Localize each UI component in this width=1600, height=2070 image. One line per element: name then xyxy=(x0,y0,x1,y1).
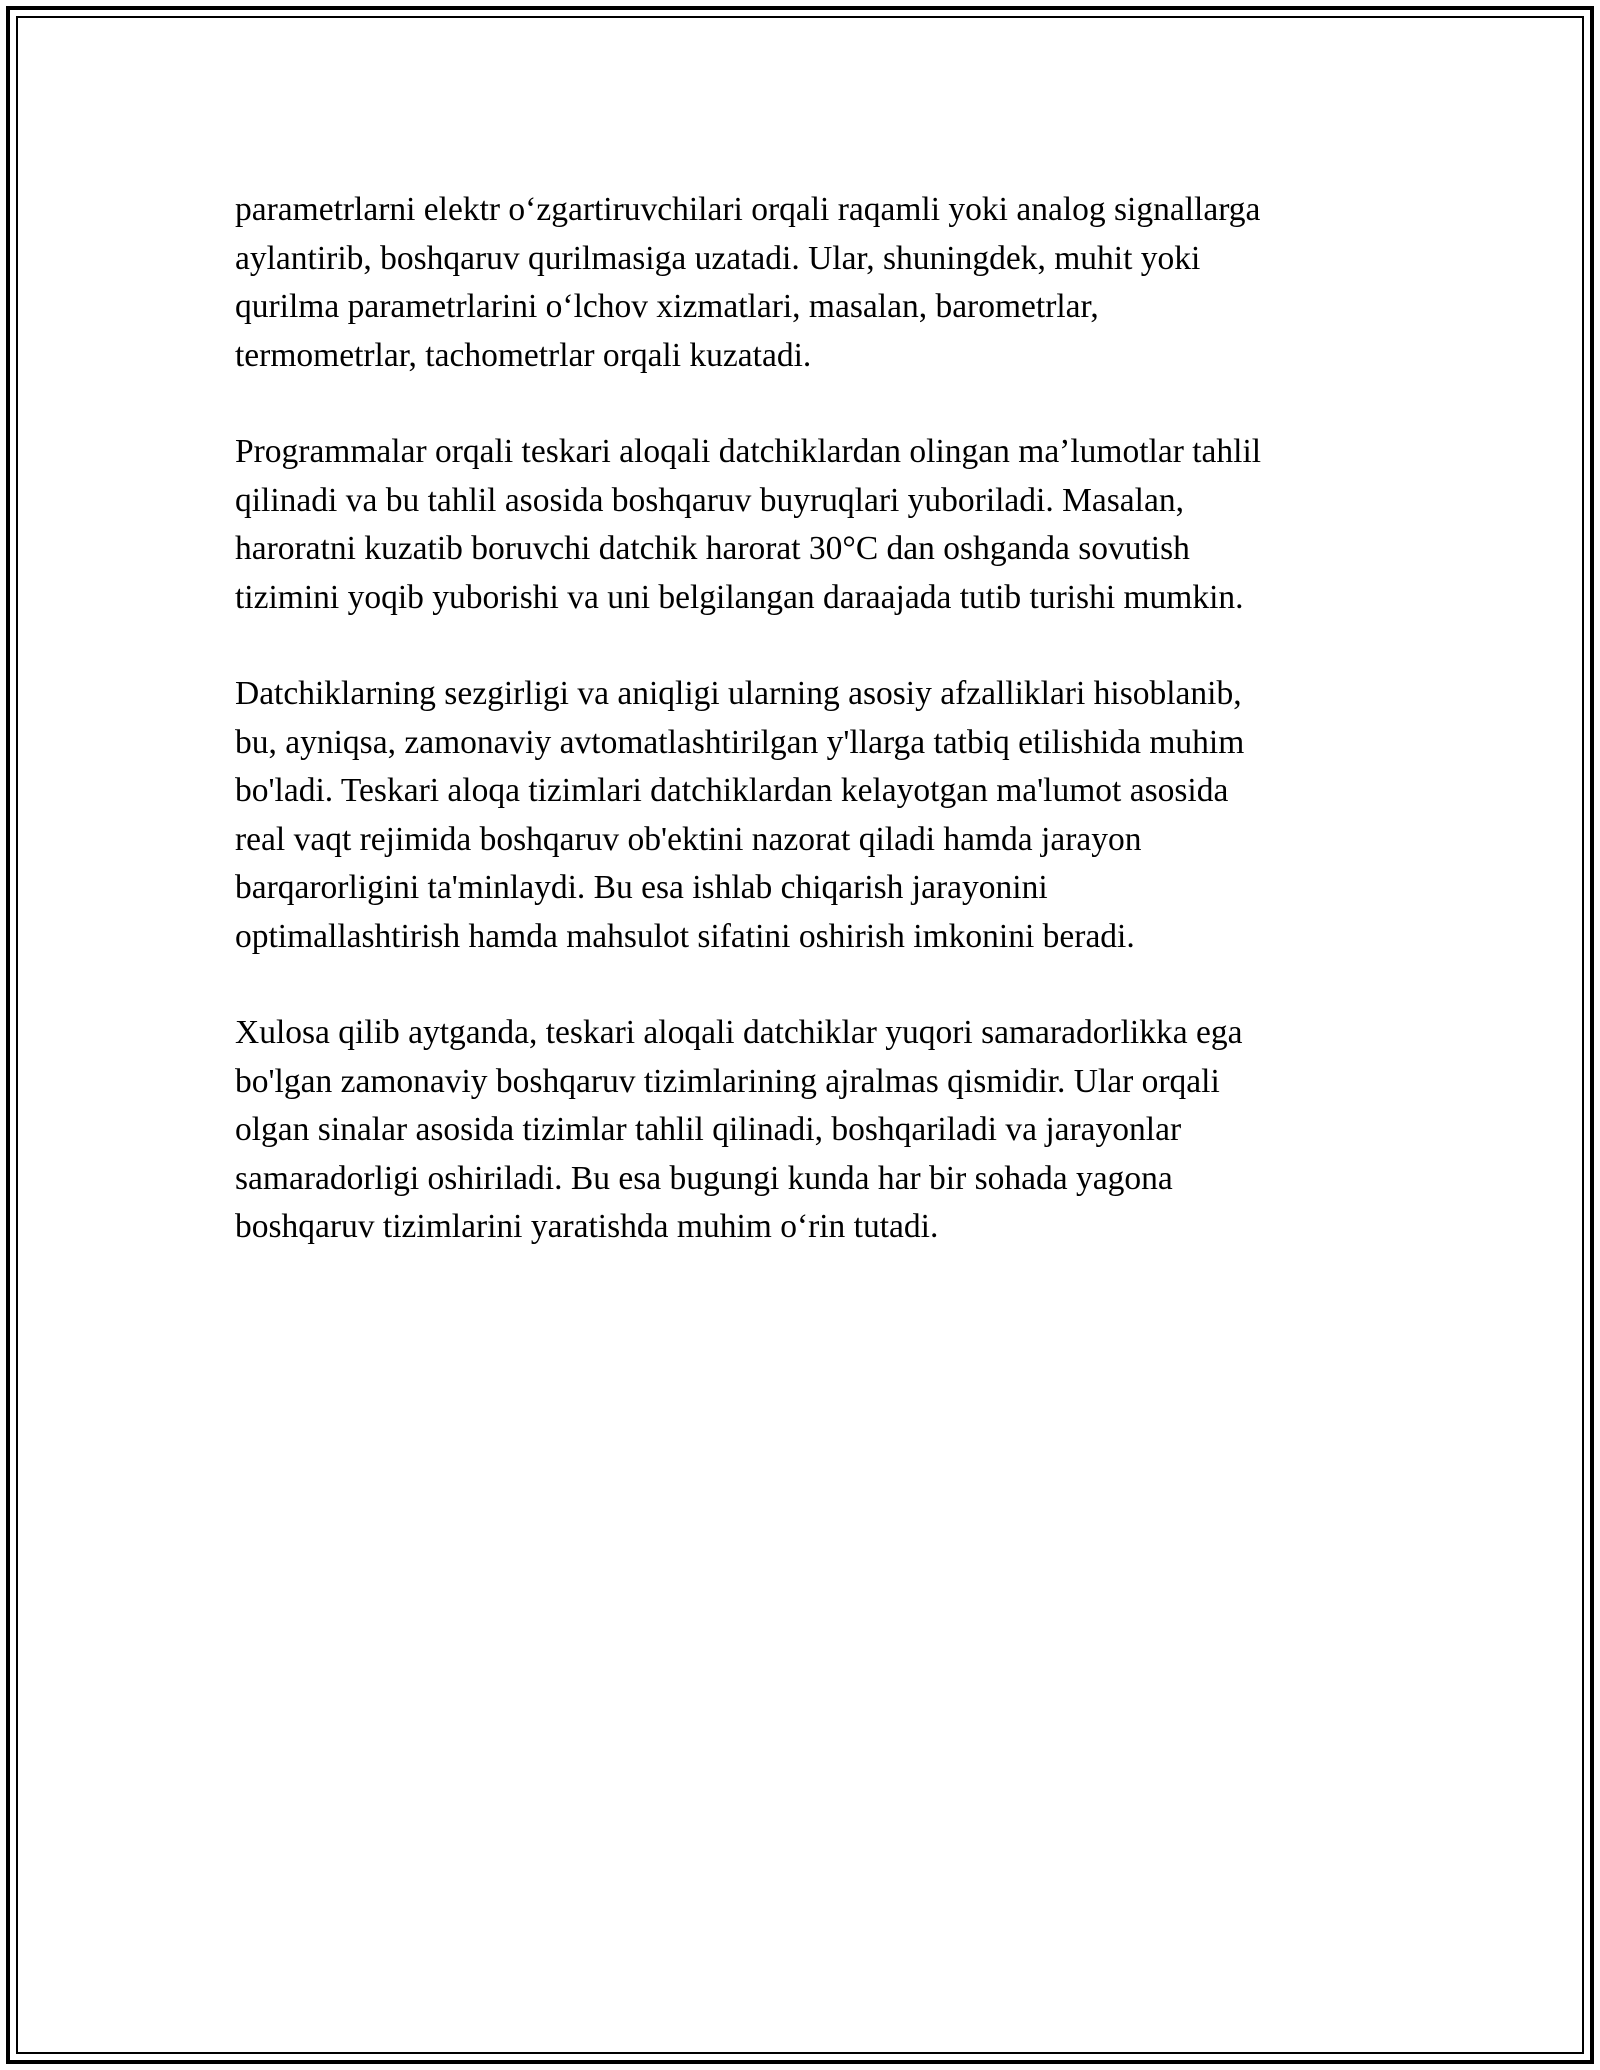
text-line: qurilma parametrlarini o‘lchov xizmatlari, masalan, barometrlar, xyxy=(235,288,1099,325)
text-line: Datchiklarning sezgirligi va aniqligi ularning asosiy afzalliklari hisoblanib, xyxy=(235,675,1242,712)
text-line: optimallashtirish hamda mahsulot sifatini oshirish imkonini beradi. xyxy=(235,917,1135,955)
text-line: termometrlar, tachometrlar orqali kuzatadi. xyxy=(235,336,812,374)
text-line: Programmalar orqali teskari aloqali datchiklardan olingan ma’lumotlar tahlil xyxy=(235,433,1262,470)
paragraph-1 xyxy=(235,186,1375,380)
text-line: Xulosa qilib aytganda, teskari aloqali datchiklar yuqori samaradorlikka ega xyxy=(235,1014,1243,1051)
text-line: aylantirib, boshqaruv qurilmasiga uzatadi. Ular, shuningdek, muhit yoki xyxy=(235,239,1201,277)
text-line: qilinadi va bu tahlil asosida boshqaruv buyruqlari yuboriladi. Masalan, xyxy=(235,481,1184,519)
text-line: haroratni kuzatib boruvchi datchik harorat 30°C dan oshganda sovutish xyxy=(235,530,1190,567)
text-line: olgan sinalar asosida tizimlar tahlil qilinadi, boshqariladi va jarayonlar xyxy=(235,1111,1182,1148)
text-line: barqarorligini ta'minlaydi. Bu esa ishlab chiqarish jarayonini xyxy=(235,869,1048,906)
text-line: samaradorligi oshiriladi. Bu esa bugungi kunda har bir sohada yagona xyxy=(235,1159,1173,1197)
text-line: bo'lgan zamonaviy boshqaruv tizimlarining ajralmas qismidir. Ular orqali xyxy=(235,1062,1220,1100)
paragraph-3 xyxy=(235,670,1375,961)
text-line: real vaqt rejimida boshqaruv ob'ektini nazorat qiladi hamda jarayon xyxy=(235,820,1142,858)
text-line: bu, ayniqsa, zamonaviy avtomatlashtirilgan y'llarga tatbiq etilishida muhim xyxy=(235,723,1245,761)
document-body xyxy=(235,186,1375,1300)
text-line: parametrlarni elektr o‘zgartiruvchilari orqali raqamli yoki analog signallarga xyxy=(235,191,1261,228)
paragraph-2 xyxy=(235,428,1375,622)
paragraph-4 xyxy=(235,1009,1375,1252)
text-line: bo'ladi. Teskari aloqa tizimlari datchiklardan kelayotgan ma'lumot asosida xyxy=(235,772,1229,809)
text-line: tizimini yoqib yuborishi va uni belgilangan daraajada tutib turishi mumkin. xyxy=(235,578,1244,616)
text-line: boshqaruv tizimlarini yaratishda muhim o‘rin tutadi. xyxy=(235,1208,939,1245)
